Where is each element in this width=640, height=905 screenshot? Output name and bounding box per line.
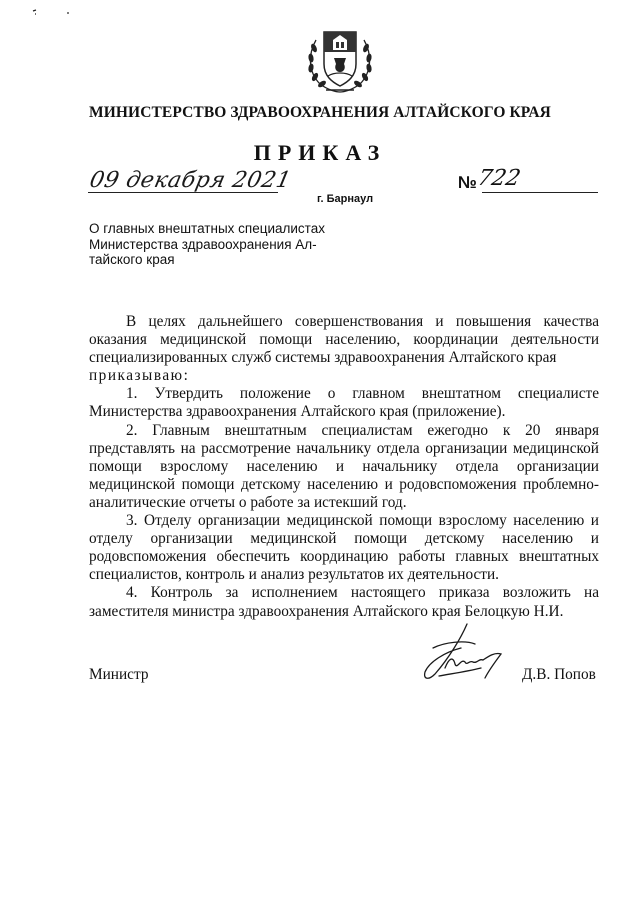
document-type: ПРИКАЗ: [253, 140, 387, 165]
subject-line: О главных внештатных специалистах: [89, 221, 325, 236]
order-item: 4. Контроль за исполнением настоящего приказа возложить на заместителя министра здравоохранения Алтайского края Белоцкую Н.И.: [89, 584, 599, 620]
order-item: 1. Утвердить положение о главном внештатном специалисте Министерства здравоохранения Алтайского края (приложение).: [89, 385, 599, 421]
order-number-label: №: [458, 173, 477, 192]
signatory-position: Министр: [89, 666, 149, 683]
subject-line: Министерства здравоохранения Ал-: [89, 236, 317, 252]
order-date: 09 декабря 2021: [87, 168, 294, 193]
date-underline: [88, 192, 278, 193]
order-body: [89, 313, 599, 621]
order-item: 2. Главным внештатным специалистам ежегодно к 20 января представлять на рассмотрение начальнику отдела организации медицинской помощи взрослому населению и начальнику отдела организации медицинской помощи детскому населению и родовспоможения проблемно-аналитические отчеты о работе за истекший год.: [89, 421, 599, 511]
intro-paragraph: В целях дальнейшего совершенствования и повышения качества оказания медицинской помощи населению, координации деятельности специализированных служб системы здравоохранения Алтайского края: [89, 313, 599, 367]
order-item: 3. Отделу организации медицинской помощи взрослому населению и отделу организации медицинской помощи детскому населению и родовспоможения обеспечить координацию работы главных внештатных специалистов, контроль и анализ результатов их деятельности.: [89, 512, 599, 584]
handwritten-signature-icon: [405, 618, 515, 688]
coat-of-arms-icon: [300, 20, 380, 100]
scan-marks-icon: [30, 8, 80, 18]
number-underline: [482, 192, 598, 193]
signatory-name: Д.В. Попов: [522, 666, 596, 683]
city: г. Барнаул: [317, 193, 374, 205]
ministry-title: МИНИСТЕРСТВО ЗДРАВООХРАНЕНИЯ АЛТАЙСКОГО КРАЯ: [89, 104, 551, 121]
order-subject: [89, 221, 349, 268]
command-word: приказываю:: [89, 367, 190, 385]
subject-line: тайского края: [89, 252, 175, 267]
order-number: 722: [475, 166, 523, 191]
